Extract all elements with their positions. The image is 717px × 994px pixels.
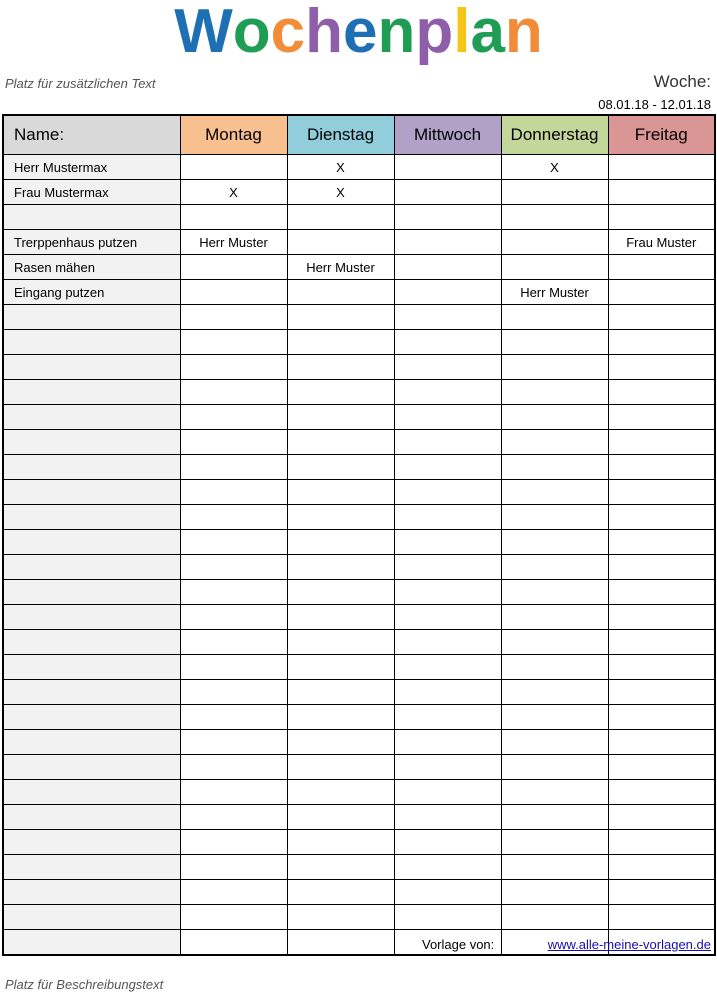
day-cell[interactable] — [608, 705, 715, 730]
day-cell[interactable] — [180, 455, 287, 480]
day-cell[interactable] — [394, 680, 501, 705]
table-row — [3, 530, 715, 555]
table-row — [3, 505, 715, 530]
table-row — [3, 155, 715, 180]
day-cell[interactable] — [608, 405, 715, 430]
table-row — [3, 205, 715, 230]
day-cell[interactable] — [608, 305, 715, 330]
day-cell[interactable] — [287, 930, 394, 956]
day-cell[interactable] — [287, 580, 394, 605]
day-cell[interactable] — [287, 305, 394, 330]
table-row — [3, 455, 715, 480]
day-cell[interactable] — [608, 180, 715, 205]
day-cell[interactable] — [501, 405, 608, 430]
day-cell[interactable] — [394, 230, 501, 255]
day-cell[interactable] — [608, 380, 715, 405]
day-cell[interactable] — [180, 355, 287, 380]
day-cell[interactable] — [180, 205, 287, 230]
day-cell[interactable] — [394, 280, 501, 305]
day-header: Mittwoch — [394, 115, 501, 155]
row-name-cell[interactable]: Trerppenhaus putzen — [3, 230, 180, 255]
row-name-cell[interactable] — [3, 630, 180, 655]
day-cell[interactable] — [180, 555, 287, 580]
day-cell[interactable] — [501, 880, 608, 905]
day-cell[interactable] — [287, 905, 394, 930]
row-name-cell[interactable] — [3, 355, 180, 380]
table-row — [3, 905, 715, 930]
day-cell[interactable] — [501, 305, 608, 330]
day-cell[interactable] — [501, 755, 608, 780]
table-row — [3, 430, 715, 455]
day-cell[interactable]: Herr Muster — [501, 280, 608, 305]
day-cell[interactable] — [180, 905, 287, 930]
table-row — [3, 655, 715, 680]
day-cell[interactable]: X — [501, 155, 608, 180]
row-name-cell[interactable] — [3, 705, 180, 730]
day-cell[interactable] — [501, 180, 608, 205]
day-cell[interactable] — [287, 655, 394, 680]
day-cell[interactable] — [394, 880, 501, 905]
day-cell[interactable] — [394, 430, 501, 455]
day-cell[interactable] — [501, 430, 608, 455]
table-row — [3, 755, 715, 780]
table-row — [3, 605, 715, 630]
row-name-cell[interactable] — [3, 730, 180, 755]
day-header: Dienstag — [287, 115, 394, 155]
day-cell[interactable] — [287, 680, 394, 705]
day-cell[interactable] — [287, 630, 394, 655]
day-cell[interactable] — [608, 905, 715, 930]
day-cell[interactable] — [287, 780, 394, 805]
day-cell[interactable] — [608, 255, 715, 280]
day-cell[interactable] — [501, 230, 608, 255]
row-name-cell[interactable] — [3, 830, 180, 855]
day-cell[interactable] — [394, 905, 501, 930]
row-name-cell[interactable] — [3, 780, 180, 805]
name-column-header: Name: — [3, 115, 180, 155]
row-name-cell[interactable] — [3, 480, 180, 505]
day-cell[interactable] — [287, 830, 394, 855]
row-name-cell[interactable] — [3, 530, 180, 555]
day-cell[interactable] — [501, 330, 608, 355]
day-cell[interactable] — [180, 605, 287, 630]
day-cell[interactable] — [501, 355, 608, 380]
day-cell[interactable] — [501, 680, 608, 705]
row-name-cell[interactable] — [3, 455, 180, 480]
day-cell[interactable] — [608, 605, 715, 630]
title-letter: h — [305, 0, 343, 66]
day-cell[interactable] — [501, 805, 608, 830]
row-name-cell[interactable] — [3, 930, 180, 956]
day-cell[interactable] — [180, 755, 287, 780]
row-name-cell[interactable] — [3, 655, 180, 680]
day-cell[interactable] — [287, 455, 394, 480]
day-cell[interactable] — [394, 855, 501, 880]
day-cell[interactable] — [287, 530, 394, 555]
day-cell[interactable] — [501, 630, 608, 655]
table-row — [3, 830, 715, 855]
day-cell[interactable] — [501, 855, 608, 880]
day-cell[interactable] — [608, 855, 715, 880]
row-name-cell[interactable] — [3, 680, 180, 705]
title-letter: W — [174, 0, 233, 66]
day-cell[interactable] — [180, 380, 287, 405]
title-letter: o — [232, 0, 271, 66]
day-cell[interactable] — [287, 230, 394, 255]
day-cell[interactable] — [394, 505, 501, 530]
day-cell[interactable] — [608, 155, 715, 180]
row-name-cell[interactable] — [3, 205, 180, 230]
day-cell[interactable] — [180, 880, 287, 905]
day-cell[interactable] — [180, 405, 287, 430]
row-name-cell[interactable] — [3, 855, 180, 880]
day-cell[interactable] — [501, 705, 608, 730]
day-cell[interactable] — [608, 830, 715, 855]
day-cell[interactable] — [287, 430, 394, 455]
table-row — [3, 480, 715, 505]
day-cell[interactable] — [180, 255, 287, 280]
day-cell[interactable] — [180, 280, 287, 305]
day-cell[interactable]: Frau Muster — [608, 230, 715, 255]
day-cell[interactable] — [608, 455, 715, 480]
day-cell[interactable]: X — [180, 180, 287, 205]
day-cell[interactable] — [180, 530, 287, 555]
day-cell[interactable] — [608, 530, 715, 555]
title-letter: n — [504, 0, 543, 66]
table-row — [3, 230, 715, 255]
additional-text-placeholder: Platz für zusätzlichen Text — [5, 76, 156, 91]
day-cell[interactable] — [394, 405, 501, 430]
table-row — [3, 630, 715, 655]
day-cell[interactable] — [608, 205, 715, 230]
day-cell[interactable] — [608, 430, 715, 455]
row-name-cell[interactable] — [3, 580, 180, 605]
day-cell[interactable] — [287, 330, 394, 355]
row-name-cell[interactable] — [3, 330, 180, 355]
day-cell[interactable] — [608, 355, 715, 380]
table-row — [3, 255, 715, 280]
table-row — [3, 805, 715, 830]
day-cell[interactable] — [394, 255, 501, 280]
day-cell[interactable] — [287, 505, 394, 530]
day-cell[interactable] — [608, 680, 715, 705]
day-cell[interactable] — [180, 305, 287, 330]
day-cell[interactable] — [180, 830, 287, 855]
table-row — [3, 880, 715, 905]
day-cell[interactable] — [287, 805, 394, 830]
table-row — [3, 780, 715, 805]
table-row — [3, 855, 715, 880]
day-cell[interactable] — [501, 505, 608, 530]
row-name-cell[interactable] — [3, 430, 180, 455]
day-cell[interactable] — [180, 805, 287, 830]
table-row — [3, 380, 715, 405]
row-name-cell[interactable]: Eingang putzen — [3, 280, 180, 305]
table-row — [3, 355, 715, 380]
day-cell[interactable] — [180, 505, 287, 530]
day-cell[interactable] — [394, 380, 501, 405]
day-cell[interactable] — [608, 630, 715, 655]
day-cell[interactable] — [394, 705, 501, 730]
day-cell[interactable] — [501, 580, 608, 605]
day-cell[interactable] — [608, 730, 715, 755]
day-cell[interactable] — [394, 630, 501, 655]
table-row — [3, 330, 715, 355]
day-cell[interactable] — [501, 480, 608, 505]
day-cell[interactable] — [501, 205, 608, 230]
day-cell[interactable] — [287, 380, 394, 405]
day-cell[interactable] — [394, 655, 501, 680]
day-cell[interactable]: X — [287, 155, 394, 180]
row-name-cell[interactable] — [3, 905, 180, 930]
row-name-cell[interactable] — [3, 305, 180, 330]
day-cell[interactable] — [180, 730, 287, 755]
day-cell[interactable] — [501, 905, 608, 930]
day-cell[interactable] — [394, 355, 501, 380]
table-row — [3, 405, 715, 430]
row-name-cell[interactable] — [3, 755, 180, 780]
day-cell[interactable] — [501, 455, 608, 480]
title-letter: c — [270, 0, 306, 66]
row-name-cell[interactable]: Frau Mustermax — [3, 180, 180, 205]
day-cell[interactable] — [180, 155, 287, 180]
day-cell[interactable] — [394, 330, 501, 355]
row-name-cell[interactable]: Rasen mähen — [3, 255, 180, 280]
title-letter: l — [453, 0, 471, 66]
header-row — [3, 115, 715, 155]
day-cell[interactable] — [501, 530, 608, 555]
description-text-placeholder: Platz für Beschreibungstext — [5, 977, 164, 992]
day-cell[interactable] — [180, 655, 287, 680]
title-letter: p — [415, 0, 454, 66]
title-letter: a — [470, 0, 505, 66]
table-row — [3, 555, 715, 580]
day-cell[interactable] — [180, 430, 287, 455]
day-cell[interactable] — [180, 705, 287, 730]
row-name-cell[interactable] — [3, 555, 180, 580]
day-cell[interactable] — [287, 880, 394, 905]
day-cell[interactable] — [608, 780, 715, 805]
day-cell[interactable] — [394, 580, 501, 605]
day-cell[interactable] — [608, 580, 715, 605]
day-cell[interactable] — [287, 355, 394, 380]
row-name-cell[interactable] — [3, 605, 180, 630]
day-cell[interactable]: X — [287, 180, 394, 205]
day-header: Montag — [180, 115, 287, 155]
day-cell[interactable] — [180, 330, 287, 355]
day-cell[interactable] — [180, 855, 287, 880]
day-cell[interactable] — [608, 555, 715, 580]
day-cell[interactable] — [501, 605, 608, 630]
day-cell[interactable] — [287, 280, 394, 305]
row-name-cell[interactable] — [3, 505, 180, 530]
day-cell[interactable] — [394, 605, 501, 630]
day-cell[interactable] — [180, 630, 287, 655]
day-cell[interactable] — [287, 755, 394, 780]
day-cell[interactable] — [394, 180, 501, 205]
day-cell[interactable] — [608, 805, 715, 830]
day-cell[interactable] — [287, 405, 394, 430]
day-cell[interactable] — [180, 680, 287, 705]
table-row — [3, 730, 715, 755]
title-letter: e — [342, 0, 378, 66]
day-cell[interactable] — [287, 605, 394, 630]
table-row — [3, 580, 715, 605]
day-cell[interactable] — [287, 480, 394, 505]
template-credit-label: Vorlage von: — [422, 937, 495, 952]
table-row — [3, 280, 715, 305]
day-cell[interactable] — [501, 380, 608, 405]
day-cell[interactable] — [180, 930, 287, 956]
day-cell[interactable] — [394, 830, 501, 855]
day-cell[interactable] — [394, 155, 501, 180]
day-cell[interactable] — [287, 730, 394, 755]
day-cell[interactable] — [608, 755, 715, 780]
day-cell[interactable] — [180, 480, 287, 505]
day-cell[interactable] — [394, 555, 501, 580]
row-name-cell[interactable] — [3, 380, 180, 405]
row-name-cell[interactable] — [3, 405, 180, 430]
day-cell[interactable] — [394, 205, 501, 230]
day-cell[interactable] — [608, 655, 715, 680]
day-cell[interactable] — [501, 730, 608, 755]
day-cell[interactable] — [394, 455, 501, 480]
day-cell[interactable] — [180, 580, 287, 605]
day-cell[interactable] — [501, 830, 608, 855]
table-row — [3, 180, 715, 205]
plan-body — [3, 155, 715, 956]
day-cell[interactable] — [394, 730, 501, 755]
title-letter: n — [377, 0, 416, 66]
table-row — [3, 305, 715, 330]
day-cell[interactable] — [287, 205, 394, 230]
table-row — [3, 680, 715, 705]
row-name-cell[interactable] — [3, 880, 180, 905]
day-cell[interactable]: Herr Muster — [287, 255, 394, 280]
row-name-cell[interactable] — [3, 805, 180, 830]
day-cell[interactable] — [608, 330, 715, 355]
day-cell[interactable] — [287, 555, 394, 580]
day-cell[interactable] — [608, 480, 715, 505]
day-header: Freitag — [608, 115, 715, 155]
day-cell[interactable] — [501, 555, 608, 580]
day-cell[interactable] — [287, 855, 394, 880]
day-cell[interactable] — [608, 880, 715, 905]
row-name-cell[interactable]: Herr Mustermax — [3, 155, 180, 180]
day-cell[interactable] — [501, 255, 608, 280]
day-cell[interactable] — [394, 530, 501, 555]
day-cell[interactable] — [501, 655, 608, 680]
day-header: Donnerstag — [501, 115, 608, 155]
weekly-plan-table — [2, 114, 716, 956]
page-title — [0, 0, 717, 68]
day-cell[interactable]: Herr Muster — [180, 230, 287, 255]
week-date-range: 08.01.18 - 12.01.18 — [598, 97, 711, 112]
day-cell[interactable] — [394, 805, 501, 830]
day-cell[interactable] — [394, 780, 501, 805]
day-cell[interactable] — [608, 505, 715, 530]
day-cell[interactable] — [180, 780, 287, 805]
week-label: Woche: — [653, 72, 711, 91]
day-cell[interactable] — [501, 780, 608, 805]
day-cell[interactable] — [394, 755, 501, 780]
day-cell[interactable] — [287, 705, 394, 730]
day-cell[interactable] — [394, 480, 501, 505]
day-cell[interactable] — [394, 305, 501, 330]
template-source-link[interactable]: www.alle-meine-vorlagen.de — [547, 937, 711, 952]
day-cell[interactable] — [608, 280, 715, 305]
table-row — [3, 705, 715, 730]
